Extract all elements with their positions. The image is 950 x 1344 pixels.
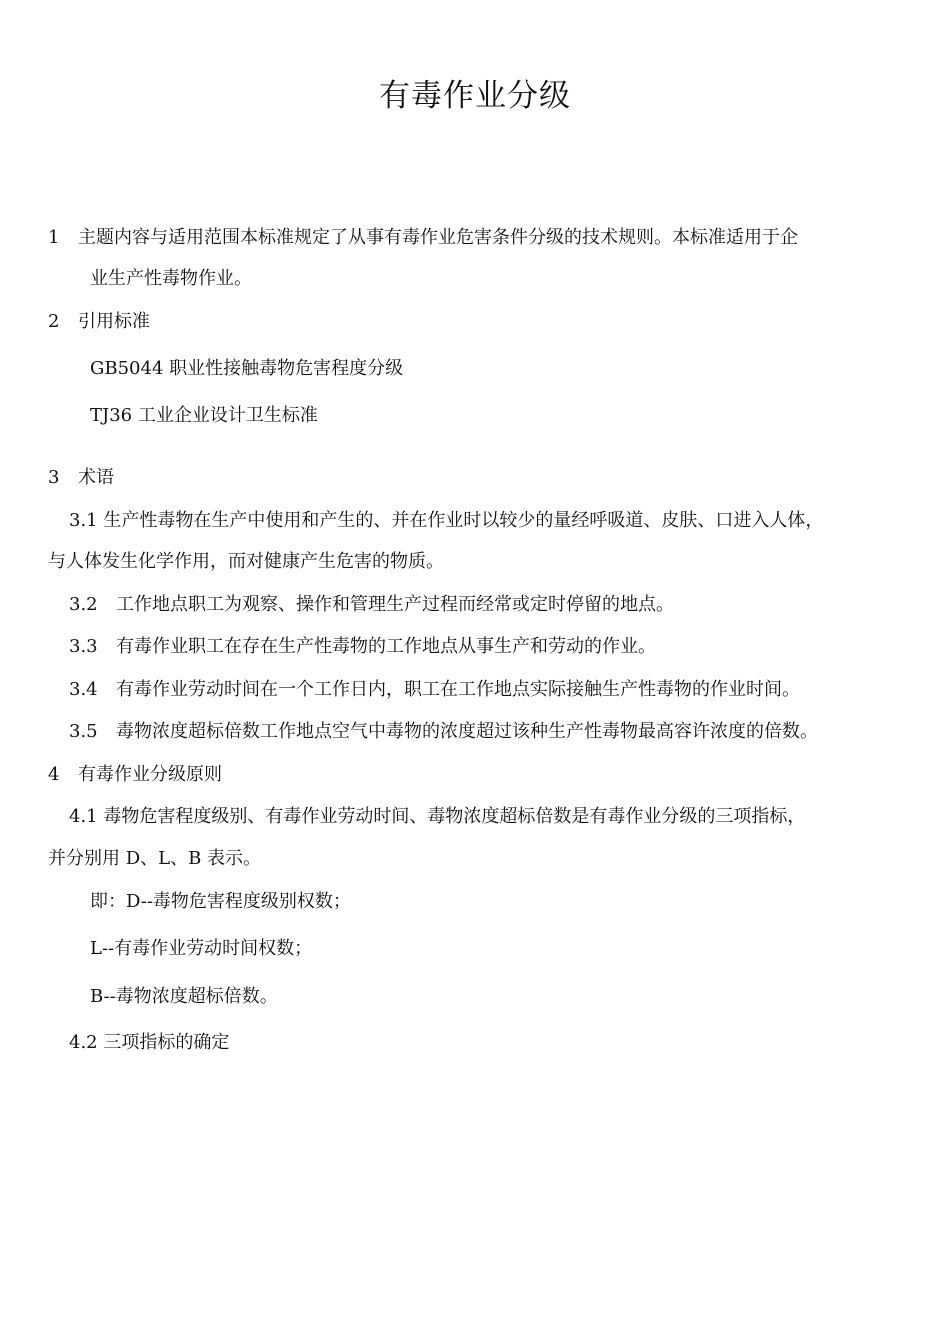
section-2-heading [48,310,150,334]
term-text: 工作地点职工为观察、操作和管理生产过程而经常或定时停留的地点。 [116,594,674,615]
section-number: 1 [48,227,60,248]
reference-gb5044: GB5044 职业性接触毒物危害程度分级 [90,358,404,379]
term-text: 有毒作业职工在存在生产性毒物的工作地点从事生产和劳动的作业。 [116,636,656,657]
definition-l: L--有毒作业劳动时间权数； [90,938,313,959]
term-number: 3.2 [69,594,98,615]
term-number: 3.4 [69,679,98,700]
section-text: 有毒作业分级原则 [78,764,222,785]
term-number: 3.3 [69,636,98,657]
term-3-5 [69,720,818,744]
term-text: 毒物浓度超标倍数工作地点空气中毒物的浓度超过该种生产性毒物最高容许浓度的倍数。 [116,721,818,742]
section-number: 2 [48,311,60,332]
section-1-line-1 [48,226,798,250]
section-text: 引用标准 [78,311,150,332]
document-title: 有毒作业分级 [379,78,571,114]
term-text: 有毒作业劳动时间在一个工作日内，职工在工作地点实际接触生产性毒物的作业时间。 [116,679,800,700]
section-number: 4 [48,764,60,785]
section-3-heading [48,466,114,490]
section-text: 主题内容与适用范围本标准规定了从事有毒作业危害条件分级的技术规则。本标准适用于企 [78,227,798,248]
term-3-1-line-2: 与人体发生化学作用，而对健康产生危害的物质。 [48,551,444,572]
section-1-line-2: 业生产性毒物作业。 [90,268,252,289]
reference-tj36: TJ36 工业企业设计卫生标准 [90,405,318,426]
term-3-1-line-1: 3.1 生产性毒物在生产中使用和产生的、并在作业时以较少的量经呼吸道、皮肤、口进入人体， [69,510,824,531]
term-3-4 [69,678,800,702]
term-3-3 [69,635,656,659]
definition-b: B--毒物浓度超标倍数。 [90,986,278,1007]
section-text: 术语 [78,467,114,488]
term-number: 3.5 [69,721,98,742]
clause-4-1-line-2: 并分别用 D、L、B 表示。 [48,848,262,869]
section-4-heading [48,763,222,787]
clause-4-2: 4.2 三项指标的确定 [69,1032,230,1053]
term-3-2 [69,593,674,617]
definition-d: 即：D--毒物危害程度级别权数； [90,891,351,912]
clause-4-1-line-1: 4.1 毒物危害程度级别、有毒作业劳动时间、毒物浓度超标倍数是有毒作业分级的三项指标， [69,806,806,827]
section-number: 3 [48,467,60,488]
